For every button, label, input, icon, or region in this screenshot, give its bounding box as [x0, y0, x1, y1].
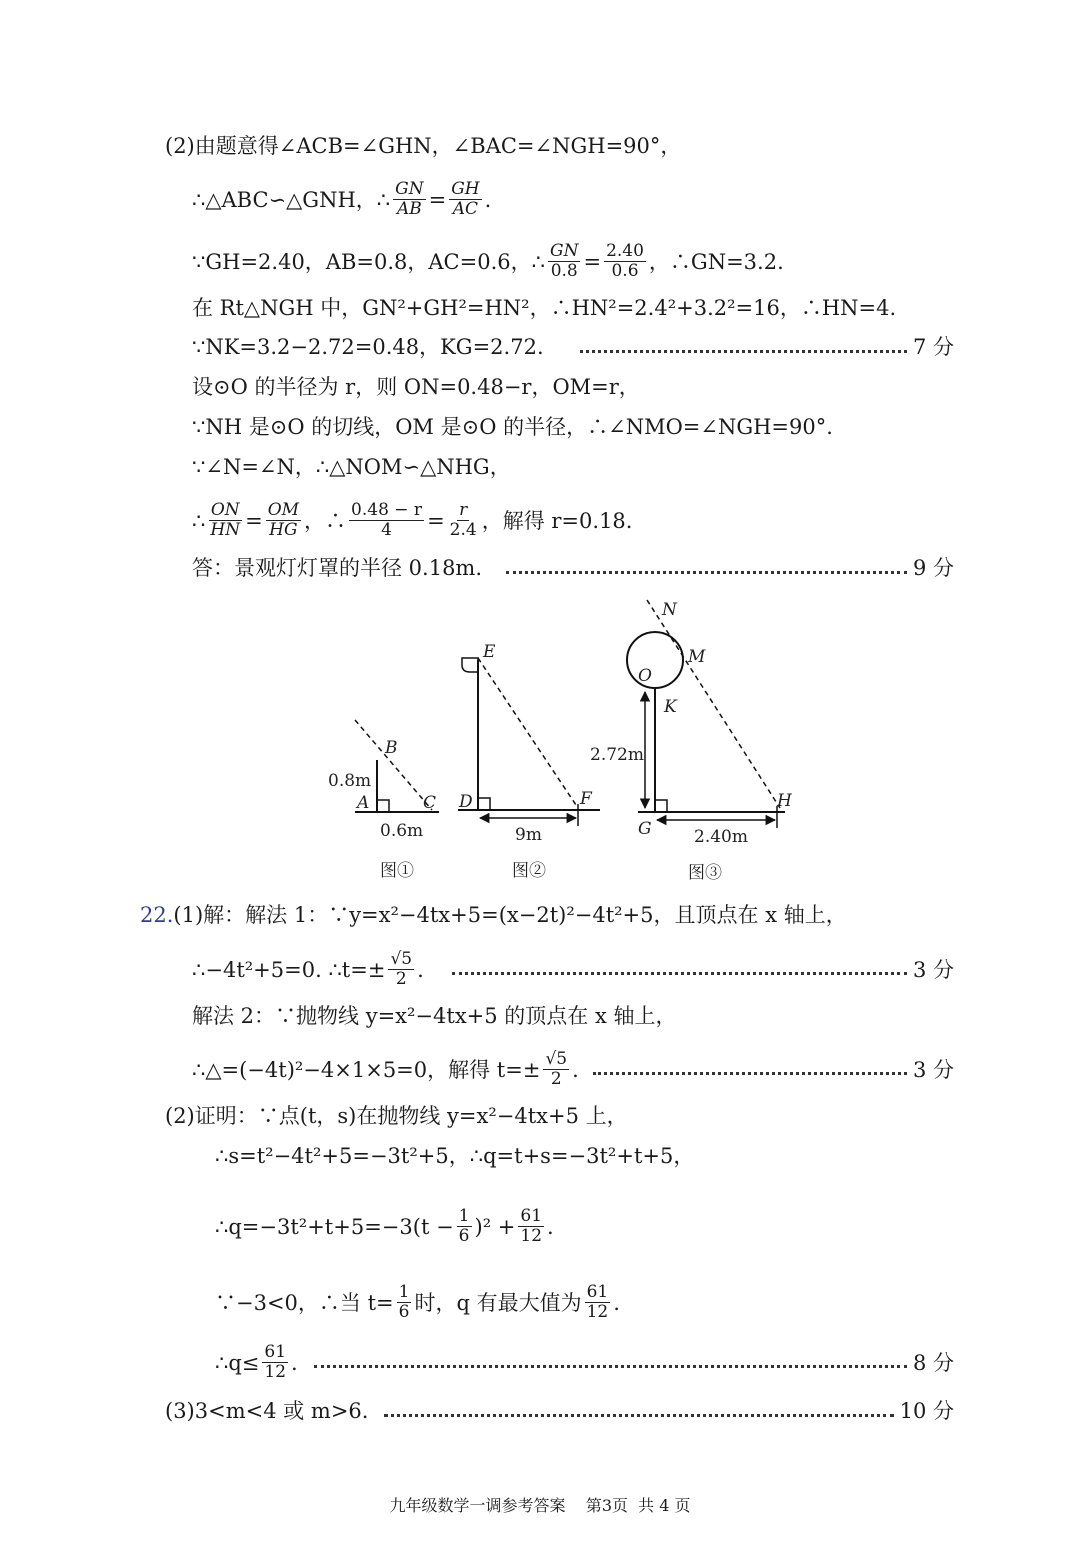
- text-line: 22. (1)解：解法 1：∵y=x²−4tx+5=(x−2t)²−4t²+5，且顶点在 x 轴上，: [140, 900, 847, 930]
- label-M: M: [688, 647, 706, 667]
- label-width: 0.6m: [380, 821, 424, 841]
- text-line: ∴−4t²+5=0. ∴t=± $\frac{√5}{2}$ . 3 分: [192, 949, 954, 989]
- fraction: $\frac{√5}{2}$: [545, 1049, 568, 1089]
- text-line: ∵−3<0，∴当 t= $\frac{1}{6}$ 时，q 有最大值为 $\frac{61}{12}$ .: [215, 1282, 620, 1322]
- label-O: O: [638, 666, 652, 686]
- caption-fig3: 图③: [688, 863, 722, 883]
- label-width: 2.40m: [694, 827, 748, 847]
- caption-fig1: 图①: [380, 861, 414, 881]
- label-F: F: [580, 789, 592, 809]
- fraction: $\frac{2.40}{0.6}$: [606, 241, 644, 281]
- score: 10 分: [899, 1399, 954, 1423]
- fraction: $\frac{r}{2.4}$: [449, 500, 477, 540]
- fraction: $\frac{ON}{HN}$: [210, 500, 241, 540]
- text-line: (2)由题意得∠ACB=∠GHN，∠BAC=∠NGH=90°，: [165, 134, 682, 158]
- label-width: 9m: [515, 825, 542, 845]
- text-line: ∵NH 是⊙O 的切线，OM 是⊙O 的半径，∴∠NMO=∠NGH=90°.: [192, 415, 833, 439]
- figure-3: [590, 600, 793, 883]
- score: 3 分: [912, 1057, 954, 1082]
- score: 3 分: [912, 957, 954, 982]
- text-line: (3)3<m<4 或 m>6. 10 分: [165, 1396, 954, 1426]
- fraction: $\frac{GN}{0.8}$: [549, 241, 579, 281]
- fraction: $\frac{√5}{2}$: [390, 949, 413, 989]
- text-line: 在 Rt△NGH 中，GN²+GH²=HN²，∴HN²=2.4²+3.2²=16，∴HN=4.: [192, 296, 897, 320]
- fraction: $\frac{61}{12}$: [586, 1282, 609, 1322]
- text-line: ∴ $\frac{ON}{HN}$ = $\frac{OM}{HG}$ ，∴ $\frac{0.48 - r}{4}$ = $\frac{r}{2.4}$ ，解得 r=0.18.: [192, 500, 633, 540]
- score: 8 分: [912, 1350, 954, 1375]
- text-line: (2)证明：∵点(t，s)在抛物线 y=x²−4tx+5 上，: [165, 1104, 628, 1128]
- label-D: D: [459, 792, 473, 812]
- text-line: 答：景观灯灯罩的半径 0.18m. 9 分: [192, 553, 954, 583]
- score: 7 分: [912, 335, 954, 359]
- text-line: ∴q≤ $\frac{61}{12}$ . 8 分: [215, 1342, 954, 1382]
- label-H: H: [777, 791, 792, 811]
- label-G: G: [638, 819, 652, 839]
- fraction: $\frac{61}{12}$: [264, 1342, 287, 1382]
- text-line: ∵∠N=∠N，∴△NOM∽△NHG，: [192, 455, 511, 479]
- page-footer: 九年级数学一调参考答案 第3页 共 4 页: [389, 1496, 691, 1515]
- text-line: ∴s=t²−4t²+5=−3t²+5，∴q=t+s=−3t²+t+5，: [215, 1144, 695, 1168]
- label-height: 0.8m: [328, 771, 372, 791]
- fraction: $\frac{OM}{HG}$: [267, 500, 300, 540]
- label-C: C: [423, 793, 437, 813]
- label-A: A: [357, 793, 370, 813]
- figure-2: [458, 642, 600, 881]
- text-line: ∵GH=2.40，AB=0.8，AC=0.6，∴ $\frac{GN}{0.8}$ = $\frac{2.40}{0.6}$ ，∴GN=3.2.: [192, 241, 784, 281]
- label-K: K: [664, 697, 677, 717]
- text-line: ∴q=−3t²+t+5=−3(t − $\frac{1}{6}$ )² + $\frac{61}{12}$ .: [215, 1206, 554, 1246]
- fraction: $\frac{GN}{AB}$: [395, 179, 424, 219]
- fraction: $\frac{61}{12}$: [520, 1206, 543, 1246]
- question-number: 22.: [140, 903, 174, 927]
- fraction: $\frac{1}{6}$: [458, 1206, 470, 1246]
- label-height: 2.72m: [590, 745, 644, 765]
- fraction: $\frac{GH}{AC}$: [451, 179, 480, 219]
- caption-fig2: 图②: [512, 861, 546, 881]
- figure-1: [328, 720, 439, 881]
- text-line: 设⊙O 的半径为 r，则 ON=0.48−r，OM=r，: [192, 375, 640, 399]
- text-line: 解法 2：∵抛物线 y=x²−4tx+5 的顶点在 x 轴上，: [192, 1004, 677, 1028]
- label-E: E: [483, 642, 496, 662]
- score: 9 分: [912, 556, 954, 580]
- fraction: $\frac{0.48 - r}{4}$: [351, 500, 423, 540]
- text-line: ∴△ABC∽△GNH，∴ $\frac{GN}{AB}$ = $\frac{GH}{AC}$ .: [192, 179, 492, 219]
- label-B: B: [385, 738, 398, 758]
- fraction: $\frac{1}{6}$: [398, 1282, 410, 1322]
- text-line: ∴△=(−4t)²−4×1×5=0，解得 t=± $\frac{√5}{2}$ . 3 分: [192, 1049, 954, 1089]
- text-line: ∵NK=3.2−2.72=0.48，KG=2.72. 7 分: [192, 332, 954, 362]
- label-N: N: [662, 600, 677, 620]
